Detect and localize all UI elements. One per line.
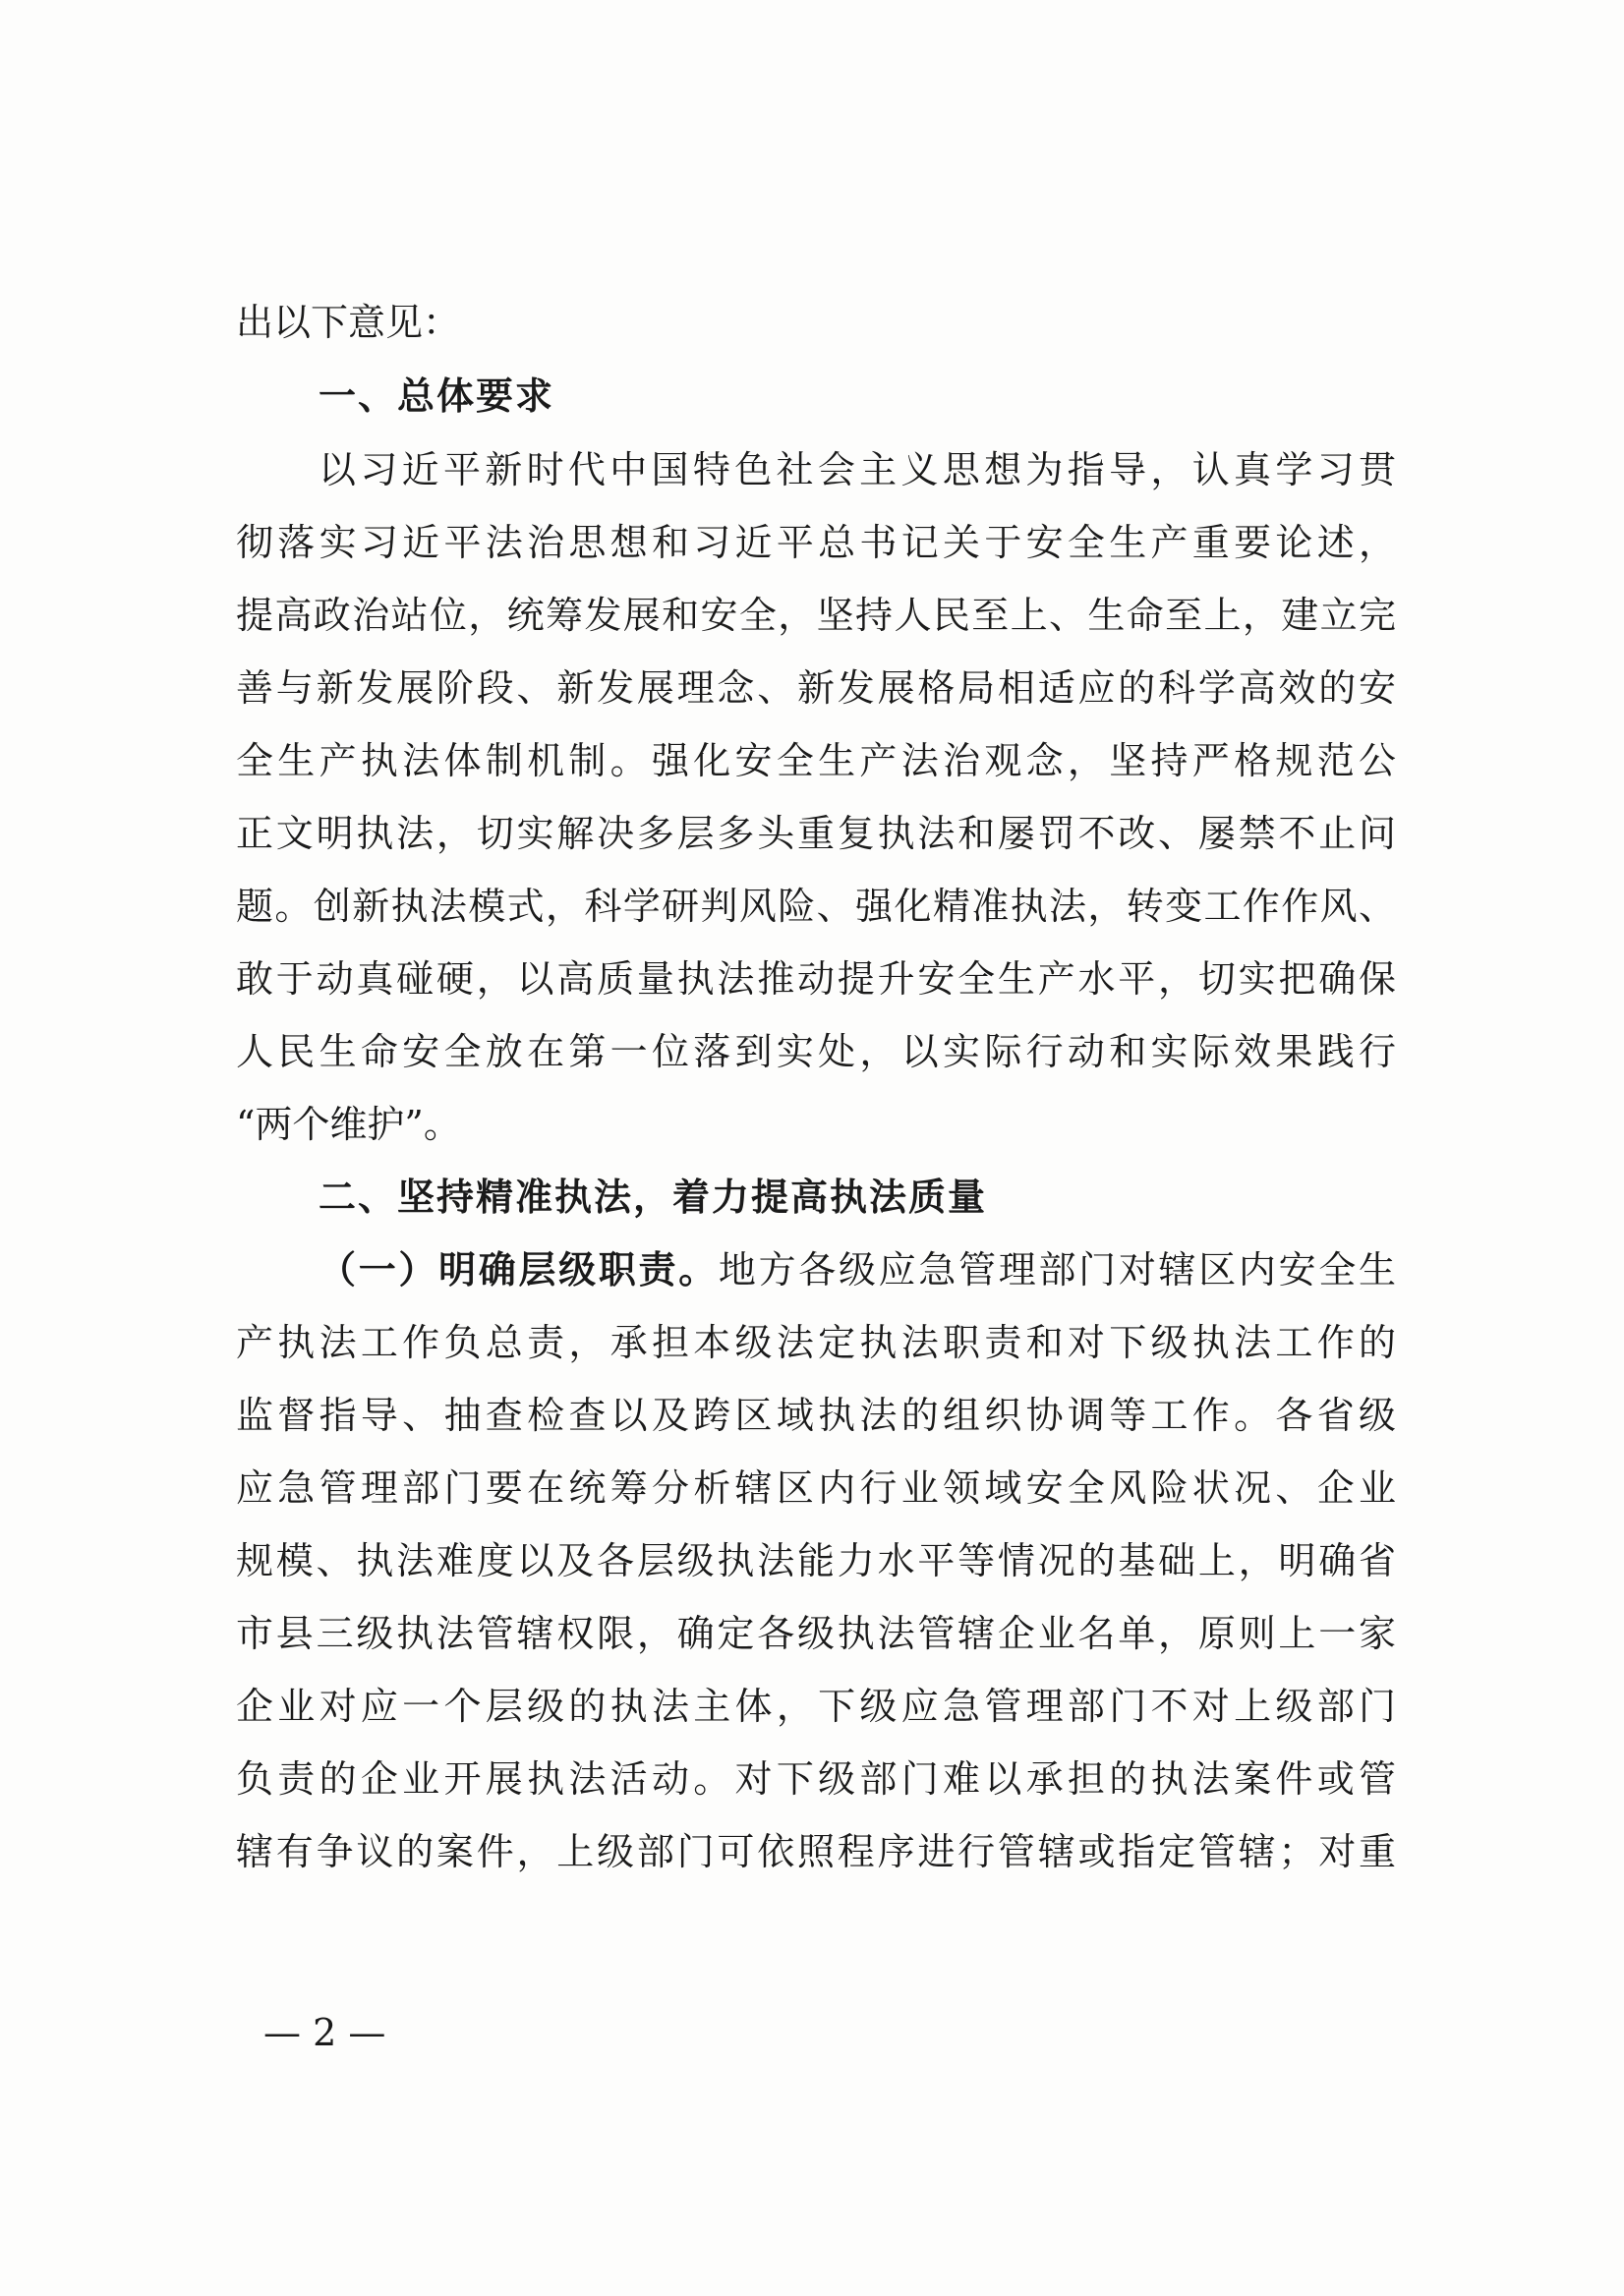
text-line: 监督指导、抽查检查以及跨区域执法的组织协调等工作。各省级 — [236, 1394, 1396, 1437]
text-line: 辖有争议的案件，上级部门可依照程序进行管辖或指定管辖；对重 — [236, 1830, 1396, 1873]
text-line: 题。创新执法模式，科学研判风险、强化精准执法，转变工作作风、 — [236, 885, 1396, 928]
subsection-lead: （一）明确层级职责。 — [319, 1247, 719, 1292]
section-heading-1: 一、总体要求 — [319, 374, 555, 418]
text-line: 全生产执法体制机制。强化安全生产法治观念，坚持严格规范公 — [236, 739, 1396, 782]
text-line: “两个维护”。 — [236, 1103, 461, 1146]
text-line: 彻落实习近平法治思想和习近平总书记关于安全生产重要论述， — [236, 521, 1396, 564]
text-line: 敢于动真碰硬，以高质量执法推动提升安全生产水平，切实把确保 — [236, 957, 1396, 1001]
text-line: 提高政治站位，统筹发展和安全，坚持人民至上、生命至上，建立完 — [236, 594, 1396, 637]
text-line: 产执法工作负总责，承担本级法定执法职责和对下级执法工作的 — [236, 1321, 1396, 1364]
text-line: 市县三级执法管辖权限，确定各级执法管辖企业名单，原则上一家 — [236, 1612, 1396, 1655]
subsection-text: 地方各级应急管理部门对辖区内安全生 — [718, 1248, 1396, 1292]
text-line: 规模、执法难度以及各层级执法能力水平等情况的基础上，明确省 — [236, 1539, 1396, 1582]
text-line: 负责的企业开展执法活动。对下级部门难以承担的执法案件或管 — [236, 1757, 1396, 1801]
text-line: 企业对应一个层级的执法主体，下级应急管理部门不对上级部门 — [236, 1685, 1396, 1728]
text-line: 善与新发展阶段、新发展理念、新发展格局相适应的科学高效的安 — [236, 666, 1396, 710]
text-line-with-lead — [319, 1242, 1396, 1297]
section-heading-2: 二、坚持精准执法，着力提高执法质量 — [319, 1176, 988, 1219]
text-line: 人民生命安全放在第一位落到实处，以实际行动和实际效果践行 — [236, 1030, 1396, 1073]
text-line: 应急管理部门要在统筹分析辖区内行业领域安全风险状况、企业 — [236, 1466, 1396, 1510]
text-line: 正文明执法，切实解决多层多头重复执法和屡罚不改、屡禁不止问 — [236, 812, 1396, 855]
text-line: 以习近平新时代中国特色社会主义思想为指导，认真学习贯 — [319, 448, 1396, 491]
text-line: 出以下意见： — [236, 301, 461, 344]
page-number: — 2 — — [263, 2011, 386, 2054]
